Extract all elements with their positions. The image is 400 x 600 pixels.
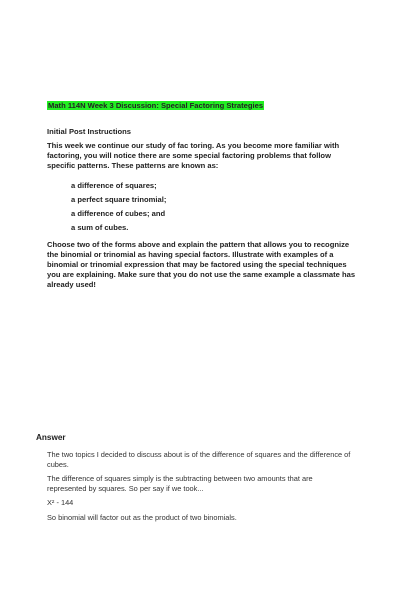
answer-expression: X² - 144 [47, 498, 74, 507]
document-title: Math 114N Week 3 Discussion: Special Factoring Strategies [48, 101, 264, 110]
list-item: a sum of cubes. [71, 223, 129, 232]
answer-heading: Answer [36, 433, 66, 442]
list-item: a difference of squares; [71, 181, 157, 190]
answer-paragraph: The difference of squares simply is the subtracting between two amounts that are represented by squares. So per say if we took... [47, 474, 313, 493]
list-item: a perfect square trinomial; [71, 195, 167, 204]
list-item: a difference of cubes; and [71, 209, 166, 218]
pattern-list [71, 181, 166, 237]
section-heading: Initial Post Instructions [47, 127, 131, 136]
answer-paragraph: The two topics I decided to discuss about is of the difference of squares and the difference of cubes. [47, 450, 351, 469]
answer-paragraph: So binomial will factor out as the product of two binomials. [47, 513, 237, 522]
intro-paragraph: This week we continue our study of fac toring. As you become more familiar with factoring, you will notice there are some special factoring problems that follow specific patterns. These patterns are known as: [47, 141, 340, 170]
task-paragraph: Choose two of the forms above and explain the pattern that allows you to recognize the binomial or trinomial as having special factors. Illustrate with examples of a binomial or trinomial expression that may be factored using the special techniques you are explaining. Make sure that you do not use the same example a classmate has already used! [47, 240, 356, 289]
